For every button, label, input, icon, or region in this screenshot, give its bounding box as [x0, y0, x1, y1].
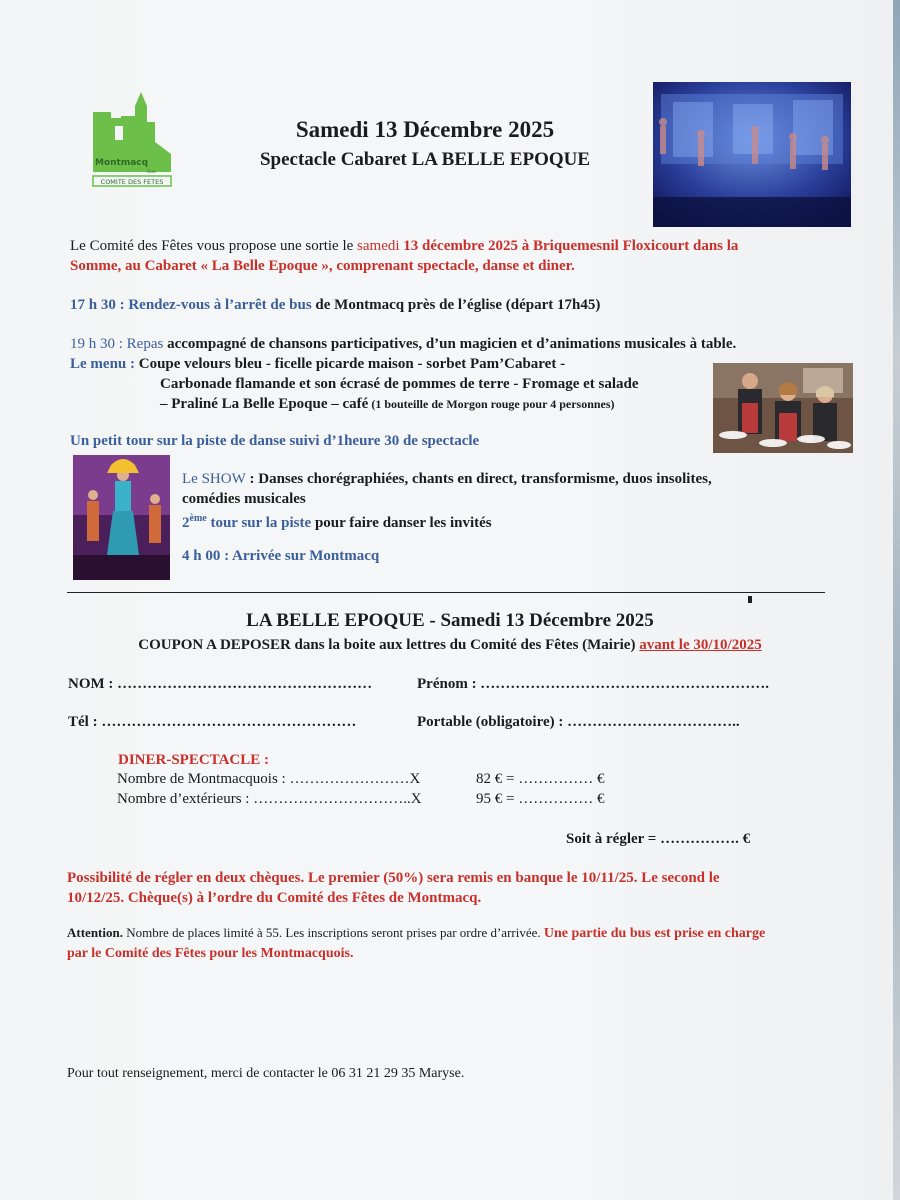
prenom-field[interactable]: Prénom : ………………………………………………….: [417, 676, 770, 692]
exterieurs-price: 95 € = …………… €: [476, 791, 605, 807]
page-subtitle: Spectacle Cabaret LA BELLE EPOQUE: [259, 149, 591, 170]
menu-line-2: Carbonade flamande et son écrasé de pommes de terre - Fromage et salade: [160, 376, 639, 392]
attention-text: Nombre de places limité à 55. Les inscriptions seront prises par ordre d’arrivée.: [122, 925, 544, 940]
return-line: 4 h 00 : Arrivée sur Montmacq: [182, 548, 380, 564]
montmacquois-price: 82 € = …………… €: [476, 771, 605, 787]
payment-line1: Possibilité de régler en deux chèques. Le premier (50%) sera remis en banque le 10/11/25. Le second le: [67, 870, 720, 886]
attention-red2: par le Comité des Fêtes pour les Montmacquois.: [67, 946, 354, 961]
show-photo: [73, 455, 170, 580]
payment-info: [67, 868, 837, 908]
coupon-instruction-text: COUPON A DEPOSER dans la boite aux lettres du Comité des Fêtes (Mairie): [138, 637, 640, 653]
intro-location: à Briquemesnil Floxicourt dans la: [517, 238, 739, 254]
intro-line2: Somme, au Cabaret « La Belle Epoque », comprenant spectacle, danse et diner.: [70, 258, 575, 274]
second-text: pour faire danser les invités: [311, 515, 492, 531]
payment-line2: 10/12/25. Chèque(s) à l’ordre du Comité des Fêtes de Montmacq.: [67, 890, 482, 906]
menu-item-3: – Praliné La Belle Epoque – café: [160, 396, 369, 412]
second-num: 2: [182, 515, 190, 531]
diner-label: DINER-SPECTACLE :: [118, 752, 269, 768]
separator-mark: [748, 596, 752, 603]
montmacquois-count-field[interactable]: Nombre de Montmacquois : ……………………X: [117, 771, 421, 787]
coupon-separator: [67, 592, 825, 593]
meetup-text: de Montmacq près de l’église (départ 17h45): [311, 297, 601, 313]
meetup-label: 17 h 30 : Rendez-vous à l’arrêt de bus: [70, 297, 312, 313]
tel-field[interactable]: Tél : ……………………………………………: [68, 714, 357, 730]
logo-sub: Oise: [147, 169, 156, 174]
attention-red1: Une partie du bus est prise en charge: [543, 926, 766, 941]
exterieurs-count-field[interactable]: Nombre d’extérieurs : …………………………..X: [117, 791, 422, 807]
second-sup: ème: [189, 513, 207, 524]
second-label: tour sur la piste: [206, 515, 312, 531]
attention-label: Attention.: [67, 925, 123, 940]
portable-field[interactable]: Portable (obligatoire) : ……………………………..: [417, 714, 740, 730]
meetup-line: [70, 295, 840, 315]
cabaret-stage-photo: [653, 82, 851, 227]
coupon-instruction: [60, 635, 840, 655]
show-text: : Danses chorégraphiées, chants en direct, transformisme, duos insolites,: [245, 471, 712, 487]
menu-line-1: [70, 354, 710, 374]
second-dance-line: [182, 509, 802, 533]
intro-date: 13 décembre 2025: [403, 238, 518, 254]
menu-label: Le menu :: [70, 356, 135, 372]
menu-item-1: Coupe velours bleu - ficelle picarde maison - sorbet Pam’Cabaret -: [135, 356, 566, 372]
meal-text: accompagné de chansons participatives, d’un magicien et d’animations musicales à table.: [163, 336, 737, 352]
montmacq-logo: [91, 92, 175, 188]
menu-line-3: [160, 394, 720, 414]
page-title: Samedi 13 Décembre 2025: [295, 117, 555, 142]
intro-lead: Le Comité des Fêtes vous propose une sortie le: [70, 238, 358, 254]
meal-label: 19 h 30 : Repas: [70, 336, 164, 352]
show-description: [182, 469, 802, 509]
menu-wine-note: (1 bouteille de Morgon rouge pour 4 personnes): [368, 397, 615, 411]
coupon-deadline: avant le 30/10/2025: [639, 637, 762, 653]
contact-line: Pour tout renseignement, merci de contacter le 06 31 21 29 35 Maryse.: [67, 1066, 465, 1081]
show-text-line2: comédies musicales: [182, 491, 306, 507]
show-label: Le SHOW: [182, 471, 246, 487]
coupon-title: LA BELLE EPOQUE - Samedi 13 Décembre 2025: [246, 610, 654, 631]
nom-field[interactable]: NOM : ……………………………………………: [68, 676, 373, 692]
meal-line: [70, 334, 840, 354]
logo-banner: COMITE DES FETES: [100, 178, 164, 186]
total-field[interactable]: Soit à régler = ……………. €: [566, 831, 751, 847]
logo-name: Montmacq: [95, 158, 149, 168]
dance-line: Un petit tour sur la piste de danse suivi d’1heure 30 de spectacle: [70, 433, 480, 449]
intro-date-plain: samedi: [357, 238, 404, 254]
background-edge: [893, 0, 900, 1200]
intro-paragraph: [70, 236, 840, 276]
attention-note: [67, 923, 842, 963]
